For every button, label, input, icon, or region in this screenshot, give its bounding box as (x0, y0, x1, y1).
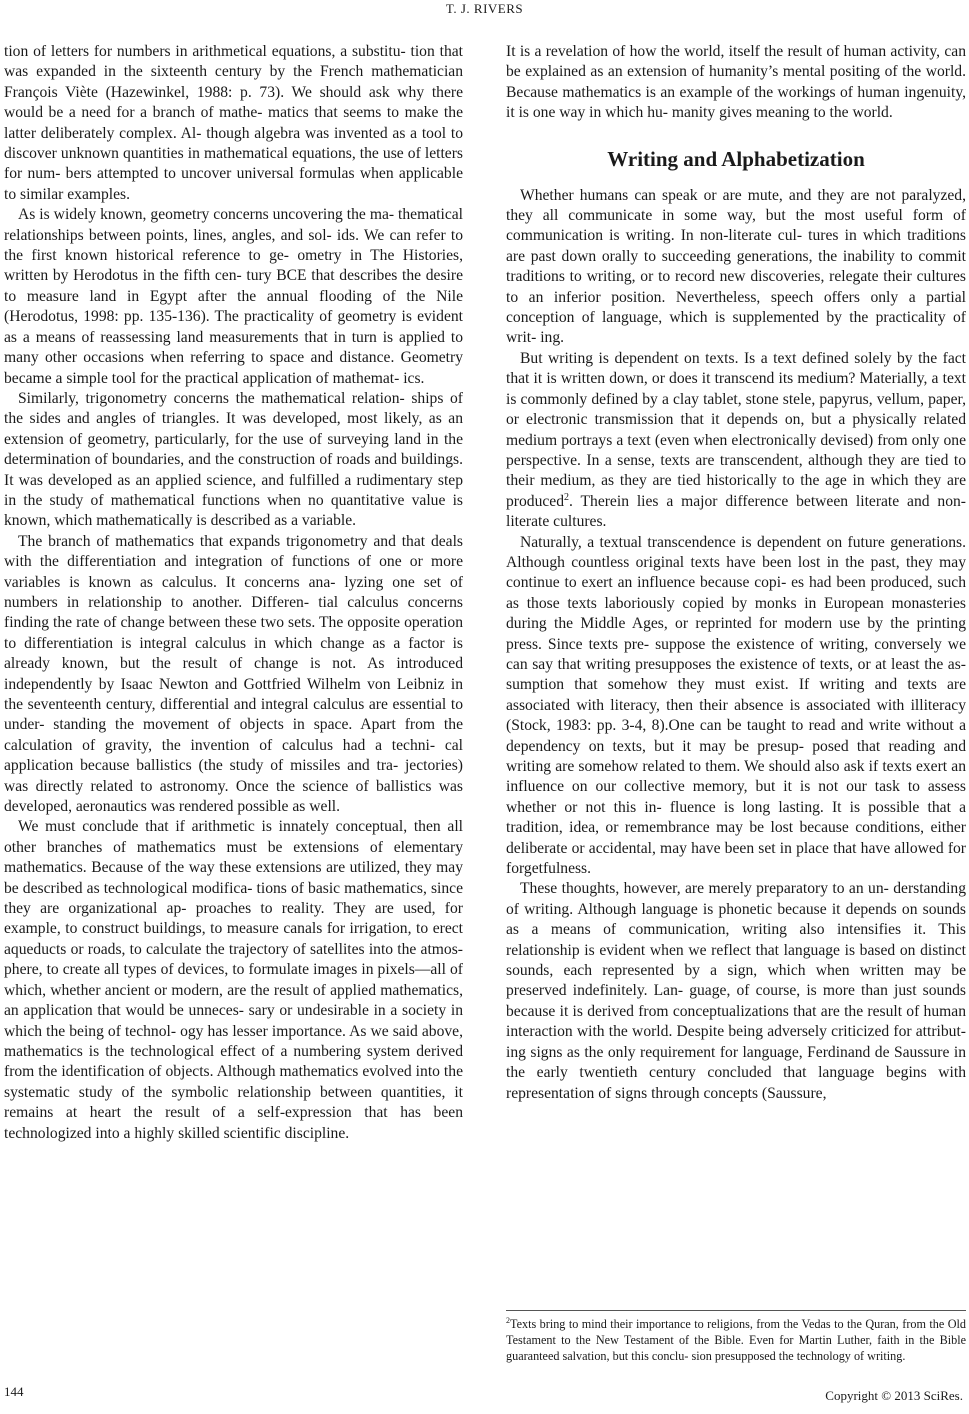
running-header: T. J. RIVERS (445, 1, 524, 16)
body-paragraph: These thoughts, however, are merely preparatory to an un- derstanding of writing. Although language is phonetic because it depends on sounds as a means of communication, writing also intensifies it. This relationship is evident when we reflect that language is based on distinct sounds, each represented by a sign, which when written may be preserved indefinitely. Lan- guage, of course, is more than just sounds because it is derived from conceptualizations that are the result of human interaction with the world. Despite being adversely criticized for attribut- ing signs as the only requirement for language, Ferdinand de Saussure in the early twentieth century concluded that language begins with representation of signs through concepts (Saussure, (506, 880, 966, 1102)
right-column (506, 42, 966, 1104)
footnote (506, 1316, 966, 1364)
page-number: 144 (4, 1384, 24, 1399)
paragraph-text: . Therein lies a major difference between literate and non-literate cultures. (506, 492, 966, 531)
body-paragraph: Similarly, trigonometry concerns the mathematical relation- ships of the sides and angles of triangles. It was developed, most likely, as an extension of geometry, particularly, for the use of surveying land in the determination of boundaries, and the construction of roads and buildings. It was developed as an applied science, and fulfilled a rudimentary step in the study of mathematical functions when no quantitative value is known, which mathematically is described as a variable. (4, 389, 463, 530)
body-paragraph: tion of letters for numbers in arithmetical equations, a substitu- tion that was expanded in the sixteenth century by the French mathematician François Viète (Hazewinkel, 1988: p. 73). We should ask why there would be a need for a branch of mathe- matics that seems to make the latter deliberately complex. Al- though algebra was invented as a tool to discover unknown quantities in mathematical equations, the use of letters for num- bers attempted to uncover universal formulas when applicable to similar examples. (4, 43, 463, 203)
body-paragraph: We must conclude that if arithmetic is innately conceptual, then all other branches of mathematics must be extensions of elementary mathematics. Because of the way these extensions are utilized, they may be described as technological modifica- tions of basic mathematics, since they are organizational ap- proaches to reality. They are used, for example, to construct buildings, to measure canals for irrigation, to erect aqueducts or roads, to calculate the trajectory of satellites into the atmos- phere, to create all types of devices, to formulate images in pixels—all of which, whether ancient or modern, are the result of applied mathematics, an application that would be unneces- sary or undesirable in a society in which the being of technol- ogy has lesser importance. As we said above, mathematics is the technological effect of a numbering system derived from the identification of objects. Although mathematics evolved into the systematic study of the symbolic relationship between quantities, it remains at heart the result of a self-expression that has been technologized into a highly skilled scientific discipline. (4, 818, 463, 1142)
body-paragraph: Whether humans can speak or are mute, and they are not paralyzed, they all communicate in some way, but the most useful form of communication is writing. In non-literate cul- tures in which traditions are past down orally to succeeding generations, the inability to commit traditions to writing, or to record new discoveries, relegate their cultures to an inferior position. Nevertheless, speech offers only a partial conception of language, which is supplemented by the practicality of writ- ing. (506, 186, 966, 347)
footnote-text: Texts bring to mind their importance to religions, from the Vedas to the Quran, from the Old Testament to the New Testament of the Bible. Even for Martin Luther, faith in the Bible guaranteed salvation, but this conclu- sion presupposed the technology of writing. (506, 1317, 966, 1363)
body-paragraph: Naturally, a textual transcendence is dependent on future generations. Although countless original texts have been lost in the past, they may continue to exert an influence because copi- es had been produced, such as those texts laboriously copied by monks in European monasteries during the Middle Ages, or reprinted for modern use by the printing press. Since texts pre- suppose the existence of writing, conversely we can say that writing presupposes the existence of texts, or at least the as- sumption that somehow they must exist. If writing and texts are associated with literacy, then their absence is associated with illiteracy (Stock, 1983: pp. 3-4, 8).One can be taught to read and write without a dependency on texts, but it may be presup- posed that reading and writing are somehow related to them. We should also ask if texts exert an influence on our collective memory, but it is not our task to assess whether or not this in- fluence is long lasting. It is possible that a tradition, idea, or remembrance may be lost because conditions, either deliberate or accidental, may have been set in place that have allowed for forgetfulness. (506, 533, 966, 878)
body-paragraph: The branch of mathematics that expands trigonometry and that deals with the differentiation and integration of functions of one or more variables is known as calculus. It concerns ana- lyzing one set of numbers in relationship to another. Differen- tial calculus concerns finding the rate of change between these two sets. The opposite operation to differentiation is integral calculus in which change as a factor is already known, but the result of change is not. As introduced independently by Isaac Newton and Gottfried Wilhelm von Leibniz in the seventeenth century, differential and integral calculus are essential to under- standing the movement of objects in space. Apart from the calculation of gravity, the invention of calculus had a techni- cal application because ballistics (the study of missiles and tra- jectories) was directly related to astronomy. Once the science of ballistics was developed, aeronautics was rendered possible as well. (4, 532, 463, 816)
body-paragraph-with-footnote (506, 349, 966, 533)
copyright-notice: Copyright © 2013 SciRes. (825, 1388, 963, 1403)
footnote-reference[interactable]: 2 (564, 491, 570, 503)
body-paragraph: It is a revelation of how the world, itself the result of human activity, can be explained as an extension of humanity’s mental positing of the world. Because mathematics is an example of the workings of human ingenuity, it is one way in which hu- manity gives meaning to the world. (506, 43, 966, 122)
footnote-marker: 2 (506, 1315, 510, 1325)
footnote-divider (506, 1310, 966, 1311)
left-column (4, 42, 463, 1144)
paragraph-text: But writing is dependent on texts. Is a text defined solely by the fact that it is written down, or does it transcend its medium? Materially, a text is commonly defined by a clay tablet, stone stele, papyrus, vellum, paper, or electronic transmission that it depends on, but a physically related medium portrays a text (even when electronically devised) from only one perspective. In a sense, texts are transcendent, although they are tied to their medium, as they are tied historically to the age in which they are produced (506, 349, 966, 510)
section-heading: Writing and Alphabetization (607, 146, 865, 171)
body-paragraph: As is widely known, geometry concerns uncovering the ma- thematical relationships between points, lines, angles, and sol- ids. We can refer to the first known historical reference to ge- ometry in The Histories, written by Herodotus in the fifth cen- tury BCE that describes the desire to measure land in Egypt after the annual flooding of the Nile (Herodotus, 1998: pp. 135-136). The practicality of geometry is evident as a means of reassessing land measurements that in turn is applied to many other occasions when referring to space and distance. Geometry became a simple tool for the practical application of mathemat- ics. (4, 206, 463, 387)
